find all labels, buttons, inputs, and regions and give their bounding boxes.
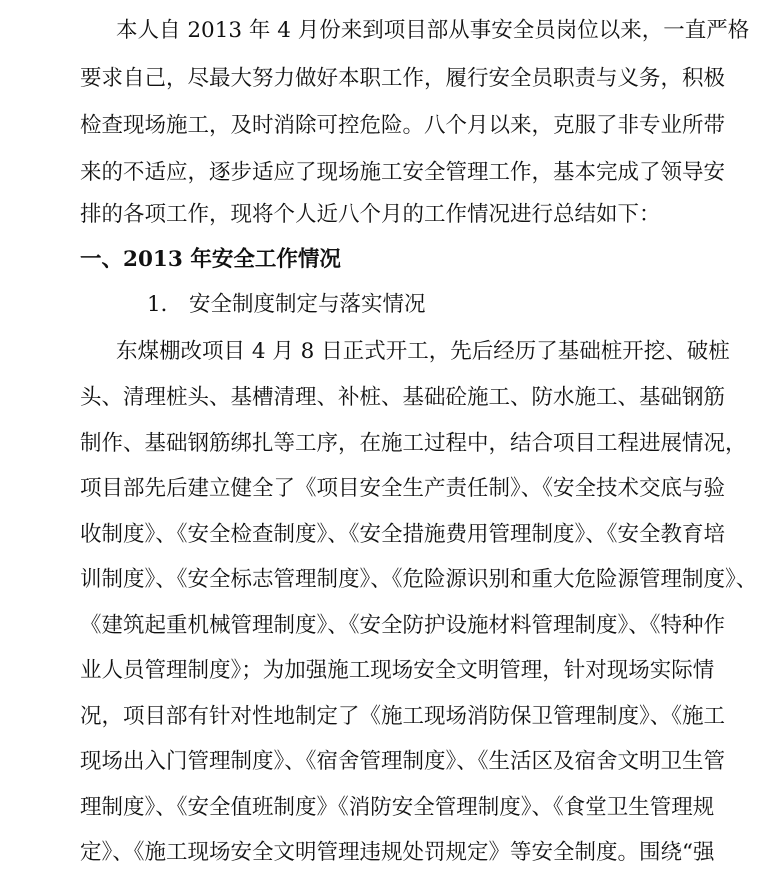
paragraph-1-line-1: 本人自 2013 年 4 月份来到项目部从事安全员岗位以来，一直严格: [116, 18, 750, 43]
subsection-heading: 1． 安全制度制定与落实情况: [147, 292, 426, 317]
paragraph-2-line-12: 定》、《施工现场安全文明管理违规处罚规定》等安全制度。围绕“强: [80, 840, 715, 865]
paragraph-2-line-2: 头、清理桩头、基槽清理、补桩、基础砼施工、防水施工、基础钢筋: [80, 385, 726, 410]
paragraph-1-line-4: 来的不适应，逐步适应了现场施工安全管理工作，基本完成了领导安: [80, 160, 726, 185]
paragraph-2-line-6: 训制度》、《安全标志管理制度》、《危险源识别和重大危险源管理制度》、: [80, 567, 758, 592]
paragraph-2-line-5: 收制度》、《安全检查制度》、《安全措施费用管理制度》、《安全教育培: [80, 522, 726, 547]
paragraph-2-line-4: 项目部先后建立健全了《项目安全生产责任制》、《安全技术交底与验: [80, 476, 726, 501]
paragraph-2-line-9: 况，项目部有针对性地制定了《施工现场消防保卫管理制度》、《施工: [80, 704, 726, 729]
paragraph-2-line-1: 东煤棚改项目 4 月 8 日正式开工，先后经历了基础桩开挖、破桩: [116, 339, 730, 364]
paragraph-1-line-5: 排的各项工作，现将个人近八个月的工作情况进行总结如下：: [80, 202, 661, 227]
paragraph-1-line-2: 要求自己，尽最大努力做好本职工作，履行安全员职责与义务，积极: [80, 66, 726, 91]
paragraph-1-line-3: 检查现场施工，及时消除可控危险。八个月以来，克服了非专业所带: [80, 113, 726, 138]
paragraph-2-line-8: 业人员管理制度》；为加强施工现场安全文明管理，针对现场实际情: [80, 658, 715, 683]
section-heading: 一、2013 年安全工作情况: [80, 247, 341, 272]
paragraph-2-line-10: 现场出入门管理制度》、《宿舍管理制度》、《生活区及宿舍文明卫生管: [80, 749, 726, 774]
paragraph-2-line-7: 《建筑起重机械管理制度》、《安全防护设施材料管理制度》、《特种作: [80, 613, 726, 638]
paragraph-2-line-3: 制作、基础钢筋绑扎等工序，在施工过程中，结合项目工程进展情况，: [80, 431, 747, 456]
paragraph-2-line-11: 理制度》、《安全值班制度》《消防安全管理制度》、《食堂卫生管理规: [80, 795, 715, 820]
